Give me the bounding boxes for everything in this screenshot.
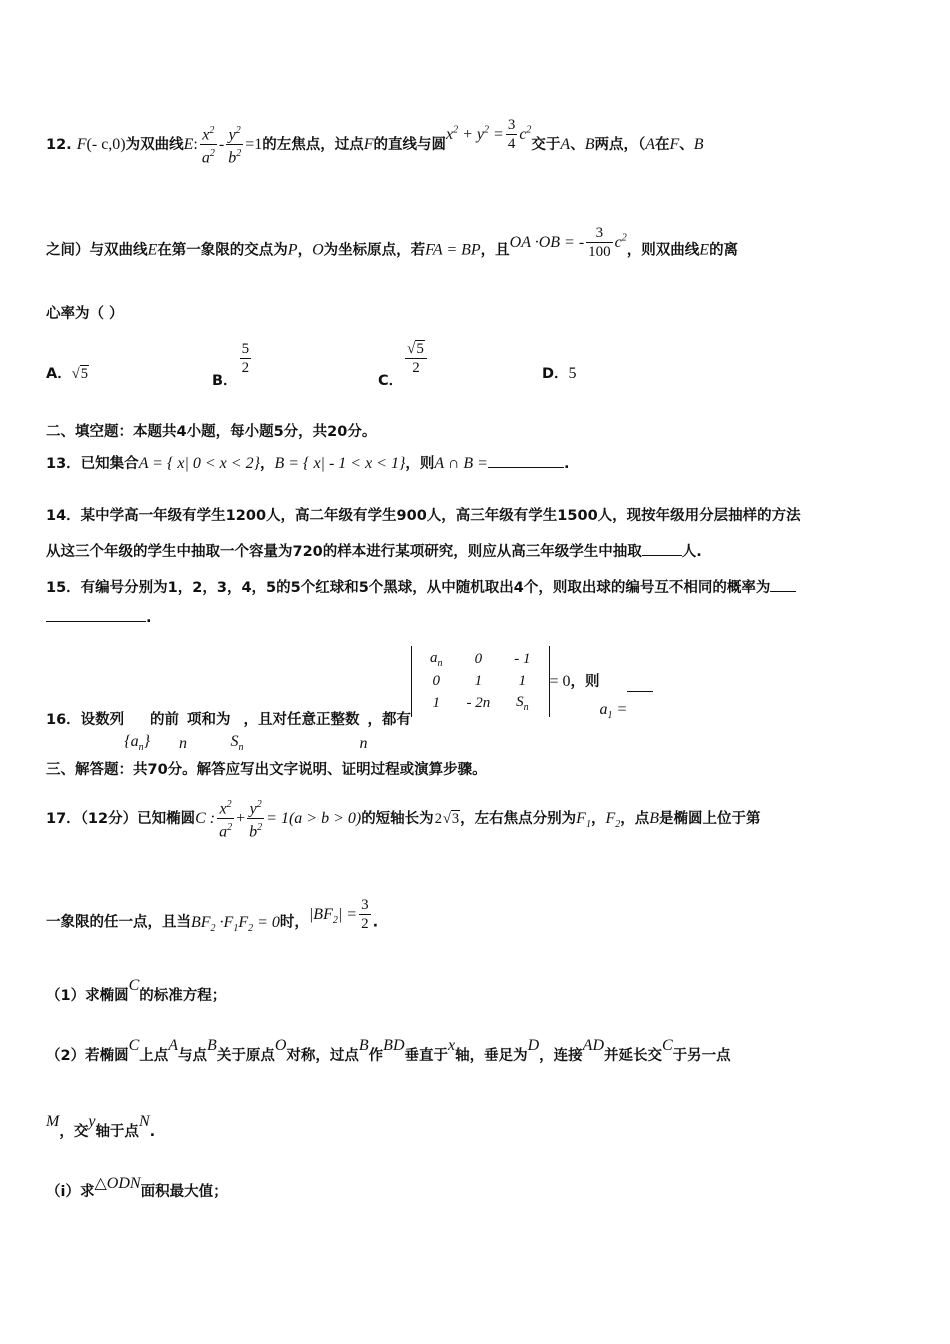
answer-blank[interactable]: [627, 691, 653, 692]
q17-line2: 一象限的任一点，且当$BF_2 \cdot F_1F_2 = 0$时，$|BF_2|$ = $\frac{3}{2}$ .: [46, 897, 379, 934]
q17-part1: （1）求椭圆C的标准方程；: [46, 977, 227, 1004]
option-c: C． $\frac{√5}{2}$: [378, 340, 429, 377]
answer-blank[interactable]: [46, 621, 146, 622]
determinant: $a_n$ 0 - 1 0 1 1 1 - 2n $S_n$: [411, 646, 550, 717]
q14-line2: 从这三个年级的学生中抽取一个容量为720的样本进行某项研究，则应从高三年级学生中抽取 人.: [46, 544, 702, 560]
section-2-heading: 二、填空题：本题共4小题，每小题5分，共20分。: [46, 424, 377, 440]
q14-line1: 14．某中学高一年级有学生1200人，高二年级有学生900人，高三年级有学生1500人，现按年级用分层抽样的方法: [46, 508, 801, 524]
q13: 13．已知集合A = { x| 0 < x < 2}，B = { x| - 1 < x < 1}，则A ∩ B = .: [46, 455, 570, 472]
frac-x2-a2: $\frac{x^2}{a^2}$: [200, 122, 217, 168]
q15-line1: 15．有编号分别为1，2，3，4，5的5个红球和5个黑球，从中随机取出4个，则取出球的编号互不相同的概率为: [46, 576, 796, 597]
q17-part2-i: （ⅰ）求△ODN面积最大值；: [46, 1175, 228, 1200]
option-b: B． $\frac{5}{2}$: [212, 341, 250, 389]
q15-line2: .: [46, 610, 152, 626]
q17-line1: 17．（12分）已知椭圆C : $\frac{x^2}{a^2}$ + $\frac{y^2}{b^2}$ = 1(a > b > 0)的短轴长为2√3，左右焦点分别为$F_1$，$F_2$，点B是椭圆上位于第: [46, 796, 761, 842]
q16: 16．设数列$\{a_n\}$的前n项和为$S_n$，且对任意正整数n，都有 $a_n$ 0 - 1 0 1 1 1 - 2n $S_n$ = 0，则$a_1$ =: [46, 646, 653, 717]
answer-blank[interactable]: [488, 467, 564, 468]
section-3-heading: 三、解答题：共70分。解答应写出文字说明、证明过程或演算步骤。: [46, 762, 487, 778]
frac-y2-b2: $\frac{y^2}{b^2}$: [226, 122, 243, 168]
q17-part2: （2）若椭圆C上点A与点B关于原点O对称，过点B作BD垂直于x轴，垂足为D，连接AD并延长交C于另一点: [46, 1037, 731, 1064]
q12-line2: 之间）与双曲线E在第一象限的交点为P，O为坐标原点，若FA = BP，且OA ·OB = - $\frac{3}{100}$ $c^2$，则双曲线E的离: [46, 225, 739, 260]
q12-number: 12.: [46, 136, 72, 153]
option-d: D．5: [542, 365, 577, 382]
q12-line1: 12. F(- c,0)为双曲线E: $\frac{x^2}{a^2}$ - $\frac{y^2}{b^2}$ =1的左焦点，过点F的直线与圆$x^2 + y^2$ = $\frac{3}{4}$ $c^2$交于A、B两点，（A在F、B: [46, 117, 704, 167]
answer-blank[interactable]: [642, 555, 682, 556]
q17-part2-line2: M，交y轴于点N.: [46, 1113, 156, 1140]
option-a: A．√5: [46, 366, 88, 382]
q12-line3: 心率为（ ）: [46, 306, 124, 322]
